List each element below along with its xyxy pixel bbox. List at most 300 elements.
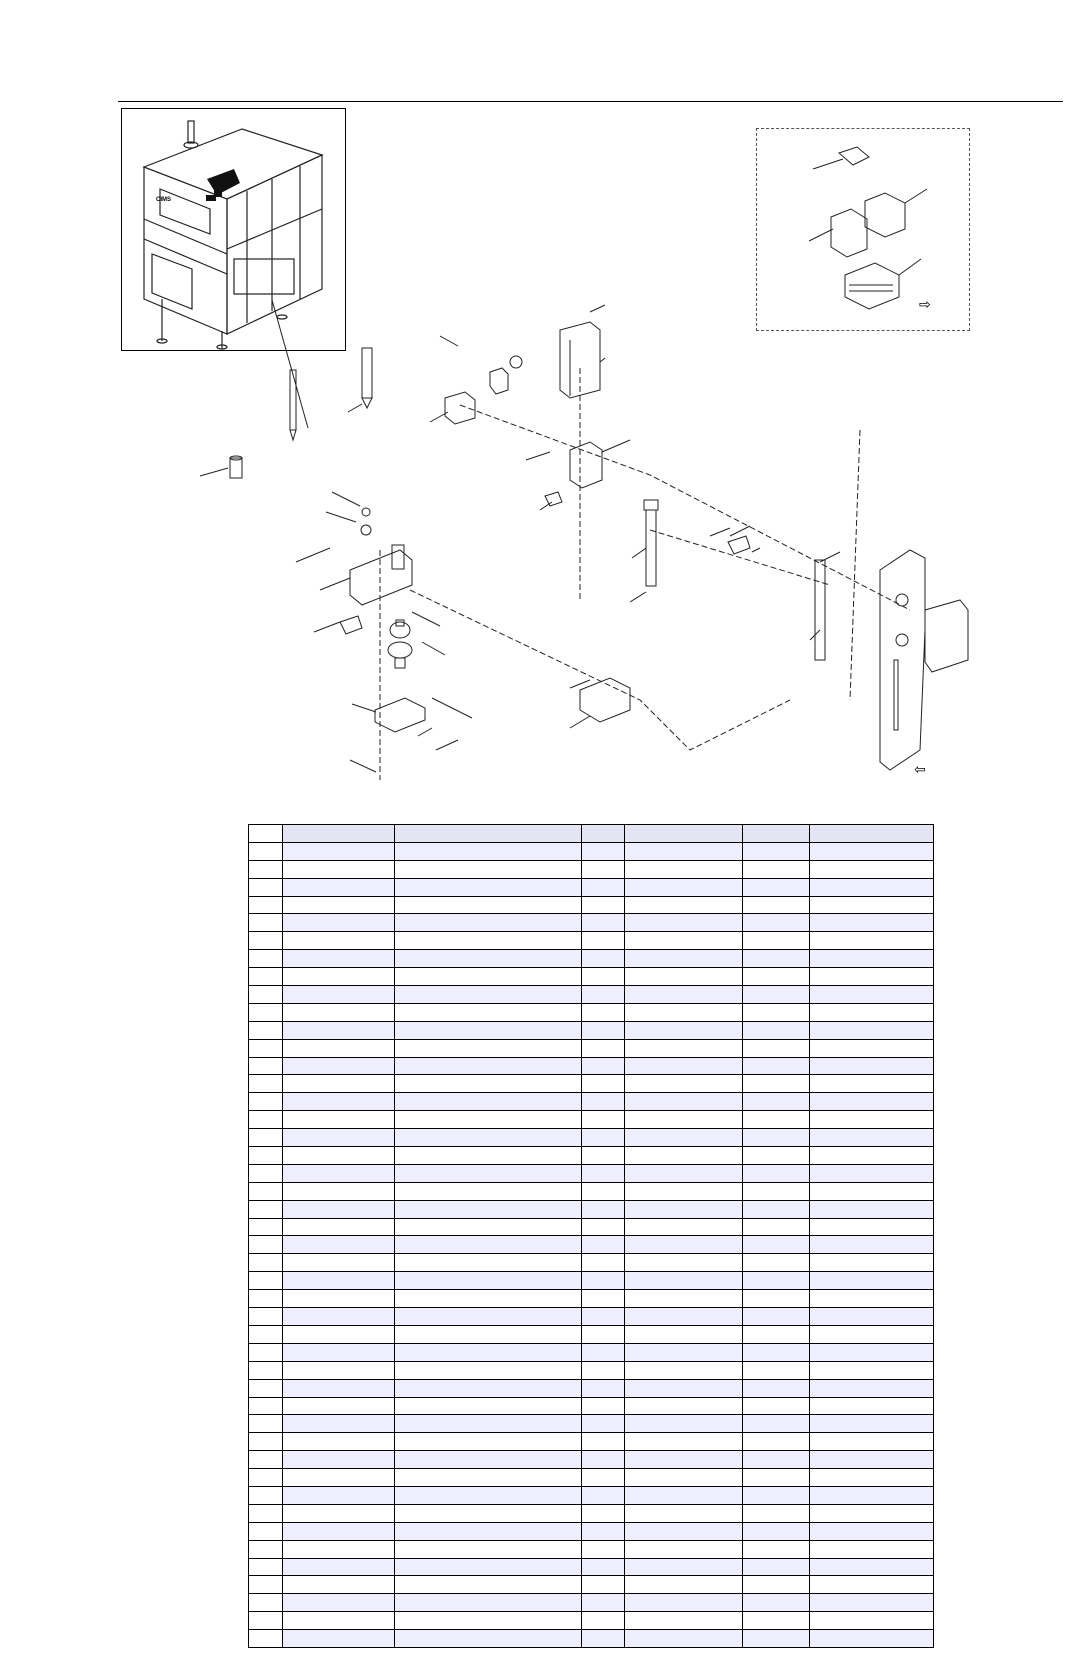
table-cell-no — [249, 1612, 283, 1630]
table-cell-part_no_2 — [625, 914, 743, 932]
table-cell-qty — [582, 1379, 625, 1397]
table-cell-no — [249, 1093, 283, 1111]
table-cell-part_no — [282, 1612, 394, 1630]
table-cell-qty — [582, 1325, 625, 1343]
table-cell-part_no — [282, 1361, 394, 1379]
table-cell-qty — [582, 1612, 625, 1630]
table-row — [249, 1612, 934, 1630]
table-cell-qty — [582, 1504, 625, 1522]
table-cell-qty — [582, 1343, 625, 1361]
table-cell-part_no — [282, 1129, 394, 1147]
table-cell-no — [249, 1147, 283, 1165]
table-cell-part_no_2 — [625, 1129, 743, 1147]
table-cell-part_no_2 — [625, 1290, 743, 1308]
table-cell-remarks — [809, 1325, 933, 1343]
table-cell-no — [249, 1182, 283, 1200]
table-cell-remarks — [809, 1129, 933, 1147]
table-cell-no — [249, 968, 283, 986]
table-cell-qty — [582, 932, 625, 950]
table-cell-remarks — [809, 1558, 933, 1576]
table-cell-no — [249, 986, 283, 1004]
table-cell-no — [249, 914, 283, 932]
table-cell-description — [394, 842, 582, 860]
table-cell-description — [394, 1093, 582, 1111]
table-cell-part_no_2 — [625, 842, 743, 860]
table-cell-no — [249, 825, 283, 843]
table-cell-remarks — [809, 1075, 933, 1093]
table-cell-no — [249, 1325, 283, 1343]
table-cell-remarks — [809, 1397, 933, 1415]
table-cell-part_no_2 — [625, 1308, 743, 1326]
table-row — [249, 1558, 934, 1576]
table-cell-description — [394, 1433, 582, 1451]
table-row — [249, 1630, 934, 1648]
table-cell-qty — [582, 842, 625, 860]
table-cell-description — [394, 1540, 582, 1558]
table-cell-no — [249, 932, 283, 950]
table-row — [249, 1236, 934, 1254]
table-cell-qty — [582, 1272, 625, 1290]
table-row — [249, 842, 934, 860]
table-row — [249, 1272, 934, 1290]
table-cell-spec — [743, 1504, 810, 1522]
table-cell-spec — [743, 1325, 810, 1343]
table-cell-qty — [582, 1075, 625, 1093]
table-cell-part_no_2 — [625, 1236, 743, 1254]
table-cell-spec — [743, 1182, 810, 1200]
table-cell-remarks — [809, 1272, 933, 1290]
table-cell-spec — [743, 1594, 810, 1612]
table-cell-part_no — [282, 842, 394, 860]
table-cell-part_no_2 — [625, 1164, 743, 1182]
table-cell-qty — [582, 1057, 625, 1075]
table-cell-description — [394, 1272, 582, 1290]
table-row — [249, 1594, 934, 1612]
table-cell-description — [394, 1075, 582, 1093]
table-cell-no — [249, 1486, 283, 1504]
table-cell-no — [249, 1504, 283, 1522]
table-row — [249, 860, 934, 878]
table-cell-spec — [743, 1361, 810, 1379]
table-cell-qty — [582, 1576, 625, 1594]
table-cell-description — [394, 860, 582, 878]
exploded-view-diagram — [190, 300, 1030, 800]
table-cell-part_no — [282, 1254, 394, 1272]
table-cell-no — [249, 1343, 283, 1361]
table-cell-remarks — [809, 1540, 933, 1558]
table-row — [249, 950, 934, 968]
table-cell-part_no — [282, 914, 394, 932]
table-cell-remarks — [809, 896, 933, 914]
table-cell-qty — [582, 1182, 625, 1200]
table-cell-part_no_2 — [625, 896, 743, 914]
table-cell-part_no_2 — [625, 1021, 743, 1039]
table-row — [249, 1325, 934, 1343]
table-cell-description — [394, 1200, 582, 1218]
table-cell-remarks — [809, 950, 933, 968]
table-cell-part_no — [282, 1093, 394, 1111]
table-cell-spec — [743, 1129, 810, 1147]
table-cell-remarks — [809, 1433, 933, 1451]
table-cell-part_no_2 — [625, 1379, 743, 1397]
table-cell-no — [249, 1397, 283, 1415]
table-cell-qty — [582, 1290, 625, 1308]
table-cell-spec — [743, 1147, 810, 1165]
table-cell-description — [394, 1612, 582, 1630]
table-cell-no — [249, 1272, 283, 1290]
table-cell-remarks — [809, 1308, 933, 1326]
table-cell-qty — [582, 1469, 625, 1487]
table-cell-part_no_2 — [625, 1111, 743, 1129]
table-cell-qty — [582, 1308, 625, 1326]
table-cell-no — [249, 1558, 283, 1576]
table-cell-part_no_2 — [625, 1218, 743, 1236]
table-cell-part_no_2 — [625, 1200, 743, 1218]
table-cell-description — [394, 1164, 582, 1182]
table-cell-part_no — [282, 1147, 394, 1165]
table-cell-description — [394, 1129, 582, 1147]
table-cell-no — [249, 1469, 283, 1487]
table-cell-spec — [743, 860, 810, 878]
table-cell-part_no_2 — [625, 1522, 743, 1540]
table-cell-spec — [743, 1254, 810, 1272]
table-cell-part_no — [282, 1003, 394, 1021]
table-cell-part_no — [282, 1522, 394, 1540]
table-cell-part_no — [282, 1039, 394, 1057]
table-cell-remarks — [809, 1576, 933, 1594]
table-cell-description — [394, 896, 582, 914]
parts-table — [248, 824, 934, 1648]
table-row — [249, 1308, 934, 1326]
table-cell-remarks — [809, 1111, 933, 1129]
machine-brand: CIMS — [156, 197, 171, 203]
table-cell-remarks — [809, 1630, 933, 1648]
table-cell-description — [394, 1039, 582, 1057]
table-cell-part_no — [282, 1558, 394, 1576]
table-row — [249, 878, 934, 896]
table-cell-part_no_2 — [625, 860, 743, 878]
table-cell-part_no_2 — [625, 1504, 743, 1522]
table-cell-spec — [743, 1272, 810, 1290]
table-cell-description — [394, 1325, 582, 1343]
table-row — [249, 1093, 934, 1111]
table-cell-description — [394, 1308, 582, 1326]
table-cell-no — [249, 1164, 283, 1182]
table-cell-spec — [743, 1290, 810, 1308]
table-cell-no — [249, 860, 283, 878]
table-cell-no — [249, 950, 283, 968]
table-cell-no — [249, 1200, 283, 1218]
table-cell-part_no — [282, 878, 394, 896]
table-cell-remarks — [809, 914, 933, 932]
table-cell-no — [249, 1218, 283, 1236]
table-cell-part_no — [282, 986, 394, 1004]
table-cell-qty — [582, 896, 625, 914]
table-cell-spec — [743, 1111, 810, 1129]
table-cell-spec — [743, 986, 810, 1004]
table-cell-no — [249, 1594, 283, 1612]
table-row — [249, 932, 934, 950]
table-row — [249, 1433, 934, 1451]
table-cell-qty — [582, 1522, 625, 1540]
table-cell-no — [249, 1254, 283, 1272]
table-cell-spec — [743, 968, 810, 986]
table-cell-no — [249, 896, 283, 914]
table-cell-no — [249, 1290, 283, 1308]
table-cell-description — [394, 1415, 582, 1433]
table-cell-part_no — [282, 1451, 394, 1469]
table-cell-part_no — [282, 1469, 394, 1487]
table-cell-description — [394, 1003, 582, 1021]
table-row — [249, 1576, 934, 1594]
table-cell-description — [394, 1630, 582, 1648]
table-cell-part_no — [282, 1379, 394, 1397]
table-cell-description — [394, 1522, 582, 1540]
table-cell-part_no_2 — [625, 1630, 743, 1648]
table-cell-part_no_2 — [625, 1558, 743, 1576]
table-cell-part_no_2 — [625, 1147, 743, 1165]
table-cell-qty — [582, 1147, 625, 1165]
arrow-left-icon[interactable]: ⇦ — [914, 762, 926, 778]
table-cell-no — [249, 1308, 283, 1326]
table-cell-no — [249, 1111, 283, 1129]
table-cell-remarks — [809, 1290, 933, 1308]
table-cell-spec — [743, 1093, 810, 1111]
table-cell-remarks — [809, 1182, 933, 1200]
table-row — [249, 825, 934, 843]
table-cell-part_no — [282, 896, 394, 914]
table-cell-no — [249, 1129, 283, 1147]
table-cell-part_no — [282, 1630, 394, 1648]
table-cell-qty — [582, 1558, 625, 1576]
table-cell-qty — [582, 1111, 625, 1129]
table-row — [249, 1415, 934, 1433]
header-rule — [118, 101, 1063, 102]
table-cell-qty — [582, 1236, 625, 1254]
table-cell-description — [394, 1147, 582, 1165]
table-cell-qty — [582, 1433, 625, 1451]
table-row — [249, 1504, 934, 1522]
table-row — [249, 914, 934, 932]
table-cell-spec — [743, 1075, 810, 1093]
table-cell-part_no_2 — [625, 1486, 743, 1504]
table-cell-part_no_2 — [625, 1433, 743, 1451]
table-cell-part_no — [282, 950, 394, 968]
table-row — [249, 1147, 934, 1165]
table-cell-qty — [582, 1164, 625, 1182]
table-cell-part_no — [282, 1540, 394, 1558]
table-cell-part_no — [282, 1325, 394, 1343]
table-row — [249, 1111, 934, 1129]
table-row — [249, 1003, 934, 1021]
table-cell-description — [394, 1254, 582, 1272]
table-cell-qty — [582, 1218, 625, 1236]
table-cell-spec — [743, 914, 810, 932]
table-cell-qty — [582, 1003, 625, 1021]
table-cell-spec — [743, 1200, 810, 1218]
table-cell-no — [249, 1540, 283, 1558]
table-cell-part_no — [282, 1433, 394, 1451]
table-cell-part_no — [282, 1415, 394, 1433]
table-cell-spec — [743, 1415, 810, 1433]
table-cell-spec — [743, 1612, 810, 1630]
table-row — [249, 1343, 934, 1361]
table-cell-remarks — [809, 1612, 933, 1630]
table-cell-remarks — [809, 860, 933, 878]
table-cell-spec — [743, 1630, 810, 1648]
table-cell-part_no_2 — [625, 825, 743, 843]
table-cell-part_no — [282, 932, 394, 950]
table-cell-description — [394, 932, 582, 950]
table-row — [249, 1039, 934, 1057]
table-cell-part_no — [282, 1182, 394, 1200]
table-cell-description — [394, 1361, 582, 1379]
table-cell-qty — [582, 1397, 625, 1415]
table-cell-no — [249, 1576, 283, 1594]
table-cell-remarks — [809, 1343, 933, 1361]
table-cell-part_no_2 — [625, 1093, 743, 1111]
table-cell-qty — [582, 1021, 625, 1039]
table-cell-remarks — [809, 878, 933, 896]
table-cell-description — [394, 914, 582, 932]
table-cell-spec — [743, 1540, 810, 1558]
table-row — [249, 1021, 934, 1039]
table-cell-description — [394, 1111, 582, 1129]
table-cell-remarks — [809, 842, 933, 860]
table-cell-remarks — [809, 1451, 933, 1469]
table-cell-remarks — [809, 1522, 933, 1540]
table-row — [249, 1361, 934, 1379]
table-cell-no — [249, 878, 283, 896]
table-cell-part_no_2 — [625, 1415, 743, 1433]
table-cell-qty — [582, 1594, 625, 1612]
table-cell-description — [394, 1343, 582, 1361]
table-cell-qty — [582, 1129, 625, 1147]
table-cell-part_no_2 — [625, 1325, 743, 1343]
table-cell-spec — [743, 1558, 810, 1576]
table-cell-description — [394, 1397, 582, 1415]
table-cell-part_no_2 — [625, 986, 743, 1004]
table-cell-no — [249, 1003, 283, 1021]
table-cell-description — [394, 1576, 582, 1594]
table-cell-qty — [582, 1361, 625, 1379]
table-cell-no — [249, 1379, 283, 1397]
table-row — [249, 1290, 934, 1308]
table-cell-part_no_2 — [625, 1576, 743, 1594]
table-cell-part_no_2 — [625, 1540, 743, 1558]
table-cell-part_no_2 — [625, 1003, 743, 1021]
table-cell-description — [394, 1182, 582, 1200]
table-cell-spec — [743, 1218, 810, 1236]
table-cell-part_no_2 — [625, 1469, 743, 1487]
table-cell-part_no — [282, 1218, 394, 1236]
table-cell-remarks — [809, 1379, 933, 1397]
table-cell-part_no — [282, 1200, 394, 1218]
table-cell-qty — [582, 825, 625, 843]
table-cell-remarks — [809, 1093, 933, 1111]
table-cell-part_no_2 — [625, 1182, 743, 1200]
table-cell-part_no — [282, 1308, 394, 1326]
table-cell-part_no_2 — [625, 1612, 743, 1630]
table-cell-spec — [743, 878, 810, 896]
table-cell-part_no — [282, 1486, 394, 1504]
table-cell-qty — [582, 1254, 625, 1272]
table-cell-spec — [743, 1343, 810, 1361]
table-cell-part_no_2 — [625, 932, 743, 950]
table-cell-remarks — [809, 1147, 933, 1165]
table-cell-no — [249, 1433, 283, 1451]
table-cell-part_no_2 — [625, 1075, 743, 1093]
table-cell-part_no — [282, 1594, 394, 1612]
table-cell-part_no — [282, 1397, 394, 1415]
table-cell-part_no — [282, 860, 394, 878]
table-row — [249, 1218, 934, 1236]
table-cell-description — [394, 1218, 582, 1236]
table-cell-no — [249, 1451, 283, 1469]
table-row — [249, 1522, 934, 1540]
table-cell-remarks — [809, 1486, 933, 1504]
table-cell-no — [249, 1630, 283, 1648]
table-cell-remarks — [809, 1164, 933, 1182]
table-cell-remarks — [809, 1200, 933, 1218]
table-cell-qty — [582, 1486, 625, 1504]
table-cell-remarks — [809, 1254, 933, 1272]
table-cell-part_no_2 — [625, 1361, 743, 1379]
table-cell-part_no — [282, 1236, 394, 1254]
table-cell-qty — [582, 1540, 625, 1558]
table-cell-remarks — [809, 1504, 933, 1522]
table-cell-remarks — [809, 1003, 933, 1021]
table-cell-part_no_2 — [625, 878, 743, 896]
table-cell-description — [394, 1486, 582, 1504]
table-cell-part_no — [282, 1290, 394, 1308]
table-cell-spec — [743, 1433, 810, 1451]
table-cell-qty — [582, 1200, 625, 1218]
table-cell-part_no_2 — [625, 1397, 743, 1415]
table-cell-remarks — [809, 986, 933, 1004]
table-cell-description — [394, 1379, 582, 1397]
table-cell-no — [249, 1522, 283, 1540]
table-cell-spec — [743, 1021, 810, 1039]
table-cell-no — [249, 1236, 283, 1254]
table-cell-qty — [582, 968, 625, 986]
table-cell-part_no — [282, 1111, 394, 1129]
table-cell-no — [249, 1361, 283, 1379]
table-cell-no — [249, 842, 283, 860]
table-cell-part_no_2 — [625, 1272, 743, 1290]
table-cell-part_no — [282, 1504, 394, 1522]
table-row — [249, 1182, 934, 1200]
table-row — [249, 986, 934, 1004]
parts-table-body — [249, 825, 934, 1648]
table-cell-description — [394, 878, 582, 896]
arrow-right-icon[interactable]: ⇨ — [919, 297, 931, 313]
table-cell-description — [394, 1236, 582, 1254]
table-cell-spec — [743, 1308, 810, 1326]
table-cell-description — [394, 950, 582, 968]
table-cell-part_no — [282, 1272, 394, 1290]
table-cell-description — [394, 1451, 582, 1469]
table-cell-part_no_2 — [625, 950, 743, 968]
table-cell-spec — [743, 1236, 810, 1254]
table-cell-qty — [582, 1451, 625, 1469]
table-cell-remarks — [809, 1415, 933, 1433]
table-cell-description — [394, 1504, 582, 1522]
table-cell-spec — [743, 1379, 810, 1397]
table-row — [249, 1254, 934, 1272]
table-cell-part_no — [282, 1057, 394, 1075]
table-cell-spec — [743, 1003, 810, 1021]
